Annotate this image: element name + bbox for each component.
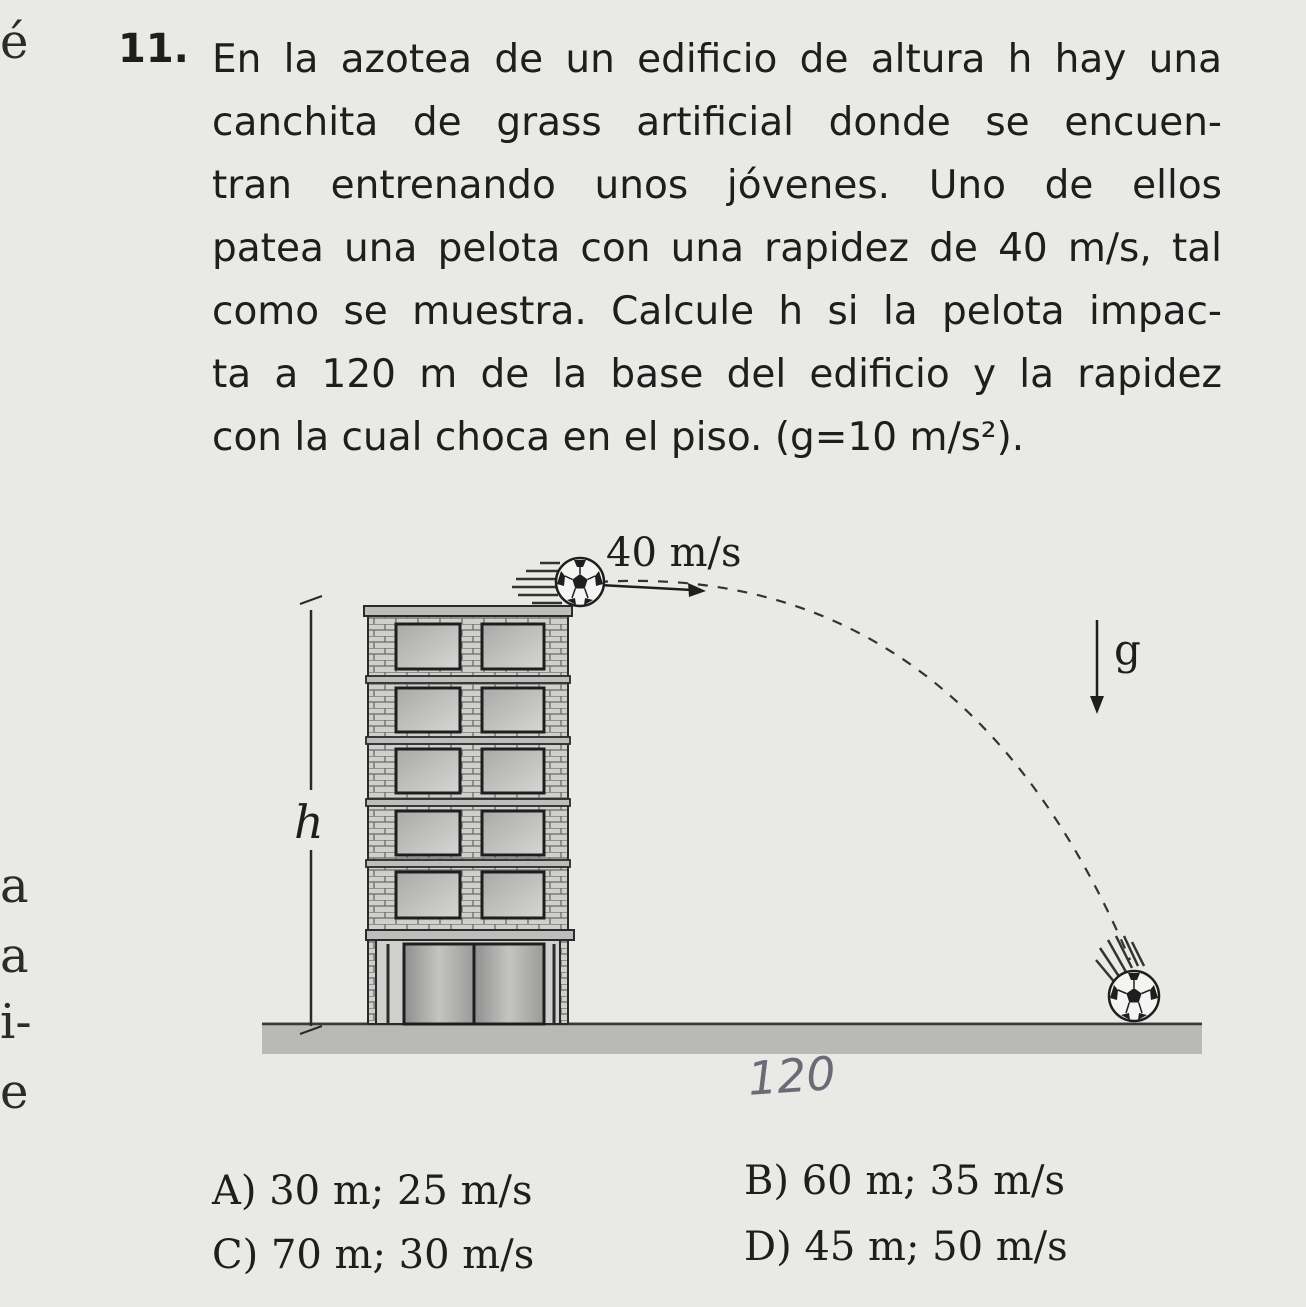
margin-fragment: e	[0, 1064, 29, 1120]
option-c[interactable]	[212, 1232, 534, 1278]
option-a[interactable]	[212, 1168, 533, 1214]
margin-fragment: a	[0, 928, 29, 984]
gravity-label: g	[1114, 625, 1141, 674]
gravity-arrow	[1090, 620, 1104, 714]
margin-fragment: i-	[0, 994, 32, 1050]
handwritten-note: 120	[745, 1045, 838, 1106]
velocity-arrow	[600, 583, 706, 597]
problem-line: En la azotea de un edificio de altura h hay una	[212, 37, 1222, 82]
option-b[interactable]	[744, 1158, 1065, 1204]
option-letter: B)	[744, 1158, 789, 1204]
problem-line: tran entrenando unos jóvenes. Uno de ellos	[212, 163, 1222, 208]
motion-lines	[512, 563, 562, 603]
option-text: 30 m; 25 m/s	[269, 1168, 533, 1214]
option-letter: C)	[212, 1232, 259, 1278]
option-letter: D)	[744, 1224, 792, 1270]
option-letter: A)	[212, 1168, 257, 1214]
problem-line: con la cual choca en el piso. (g=10 m/s²).	[212, 415, 1025, 460]
problem-line: patea una pelota con una rapidez de 40 m/s, tal	[212, 226, 1222, 271]
margin-fragment: a	[0, 858, 29, 914]
velocity-label: 40 m/s	[606, 530, 742, 576]
option-text: 60 m; 35 m/s	[801, 1158, 1065, 1204]
soccer-ball-icon	[1109, 971, 1159, 1021]
problem-line: canchita de grass artificial donde se encuen-	[212, 100, 1222, 145]
problem-line: como se muestra. Calcule h si la pelota impac-	[212, 289, 1222, 334]
question-number: 11.	[118, 26, 189, 72]
trajectory-path	[598, 581, 1130, 960]
margin-fragment: é	[0, 14, 29, 70]
problem-line: ta a 120 m de la base del edificio y la rapidez	[212, 352, 1222, 397]
building	[364, 606, 574, 1024]
option-text: 45 m; 50 m/s	[804, 1224, 1068, 1270]
ground	[262, 1022, 1202, 1054]
option-text: 70 m; 30 m/s	[270, 1232, 535, 1278]
option-d[interactable]	[744, 1224, 1068, 1270]
soccer-ball-icon	[556, 558, 604, 606]
height-label: h	[294, 795, 324, 849]
